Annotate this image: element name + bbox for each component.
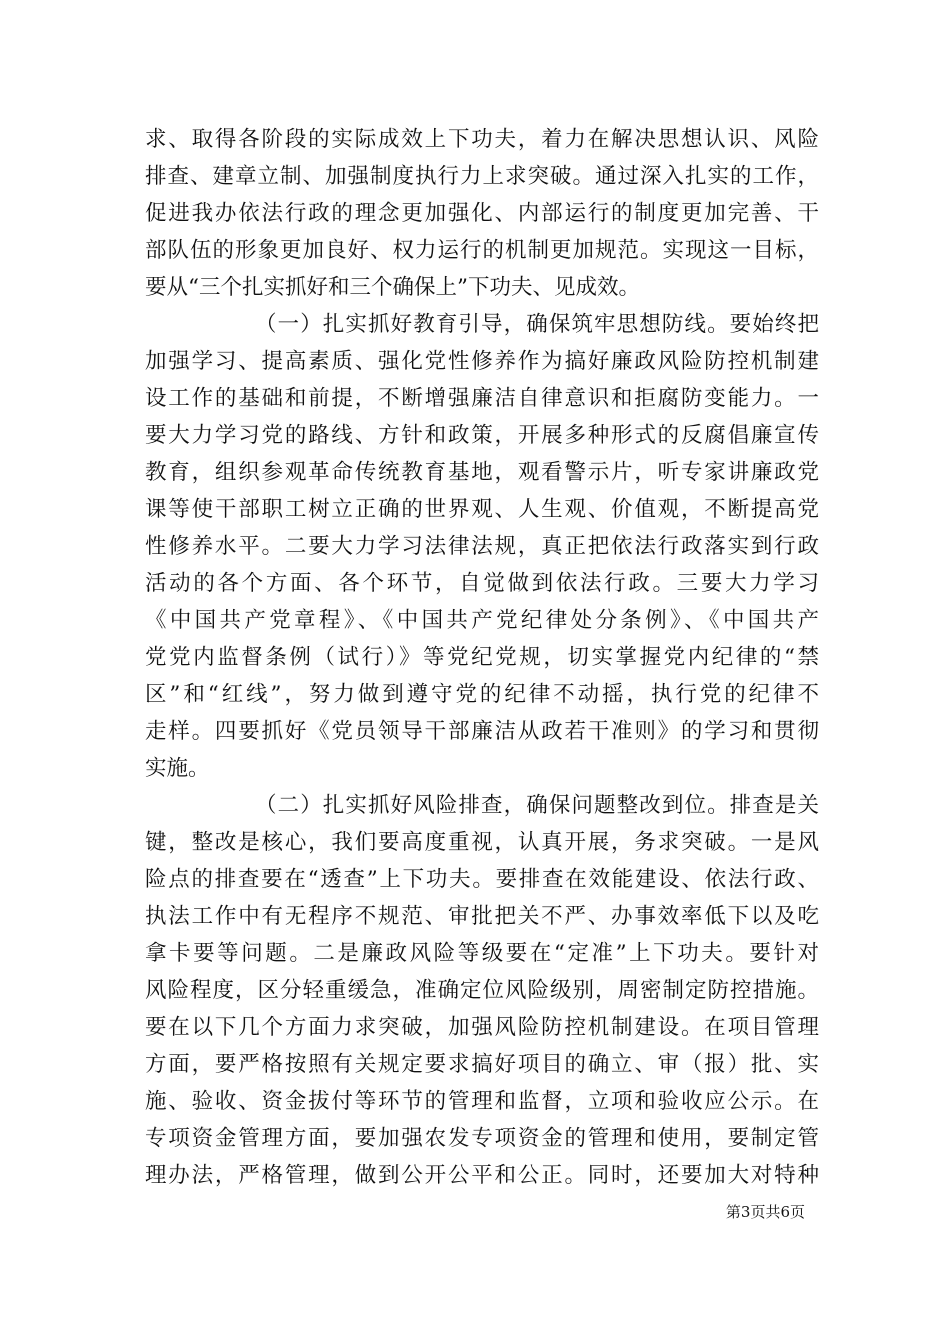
text-line: 活动的各个方面、各个环节，自觉做到依法行政。三要大力学习 [145, 571, 819, 596]
text-line: 部队伍的形象更加良好、权力运行的机制更加规范。实现这一目标， [145, 238, 819, 263]
text-line: 性修养水平。二要大力学习法律法规，真正把依法行政落实到行政 [145, 534, 819, 559]
text-line: 理办法，严格管理，做到公开公平和公正。同时，还要加大对特种 [145, 1163, 819, 1188]
text-line: 键，整改是核心，我们要高度重视，认真开展，务求突破。一是风 [145, 830, 819, 855]
text-line: （二）扎实抓好风险排查，确保问题整改到位。排查是关 [255, 793, 819, 818]
text-line: 施、验收、资金拔付等环节的管理和监督，立项和验收应公示。在 [145, 1089, 819, 1114]
text-line: 求、取得各阶段的实际成效上下功夫，着力在解决思想认识、风险 [145, 127, 819, 152]
text-line: 加强学习、提高素质、强化党性修养作为搞好廉政风险防控机制建 [145, 349, 819, 374]
text-line: 区”和“红线”，努力做到遵守党的纪律不动摇，执行党的纪律不 [145, 682, 819, 707]
text-line: 险点的排查要在“透查”上下功夫。要排查在效能建设、依法行政、 [145, 867, 819, 892]
text-line: 设工作的基础和前提，不断增强廉洁自律意识和拒腐防变能力。一 [145, 386, 819, 411]
document-body [145, 121, 819, 1194]
text-line: 排查、建章立制、加强制度执行力上求突破。通过深入扎实的工作， [145, 164, 819, 189]
text-line: 《中国共产党章程》、《中国共产党纪律处分条例》、《中国共产 [145, 608, 819, 633]
text-line: 专项资金管理方面，要加强农发专项资金的管理和使用，要制定管 [145, 1126, 819, 1151]
text-line: 促进我办依法行政的理念更加强化、内部运行的制度更加完善、干 [145, 201, 819, 226]
text-line: 党党内监督条例（试行）》等党纪党规，切实掌握党内纪律的“禁 [145, 645, 819, 670]
text-line: 走样。四要抓好《党员领导干部廉洁从政若干准则》的学习和贯彻 [145, 719, 819, 744]
text-line: 要在以下几个方面力求突破，加强风险防控机制建设。在项目管理 [145, 1015, 819, 1040]
text-line: 要大力学习党的路线、方针和政策，开展多种形式的反腐倡廉宣传 [145, 423, 819, 448]
page-number: 第3页共6页 [725, 1203, 805, 1221]
text-line: 要从“三个扎实抓好和三个确保上”下功夫、见成效。 [145, 275, 640, 300]
text-line: 实施。 [145, 756, 210, 781]
text-line: 方面，要严格按照有关规定要求搞好项目的确立、审（报）批、实 [145, 1052, 819, 1077]
text-line: 执法工作中有无程序不规范、审批把关不严、办事效率低下以及吃 [145, 904, 819, 929]
text-line: 课等使干部职工树立正确的世界观、人生观、价值观，不断提高党 [145, 497, 819, 522]
text-line: （一）扎实抓好教育引导，确保筑牢思想防线。要始终把 [255, 312, 819, 337]
text-line: 教育，组织参观革命传统教育基地，观看警示片，听专家讲廉政党 [145, 460, 819, 485]
paragraph [145, 787, 819, 1194]
paragraph [145, 306, 819, 787]
text-line: 拿卡要等问题。二是廉政风险等级要在“定准”上下功夫。要针对 [145, 941, 819, 966]
text-line: 风险程度，区分轻重缓急，准确定位风险级别，周密制定防控措施。 [145, 978, 819, 1003]
paragraph [145, 121, 819, 306]
